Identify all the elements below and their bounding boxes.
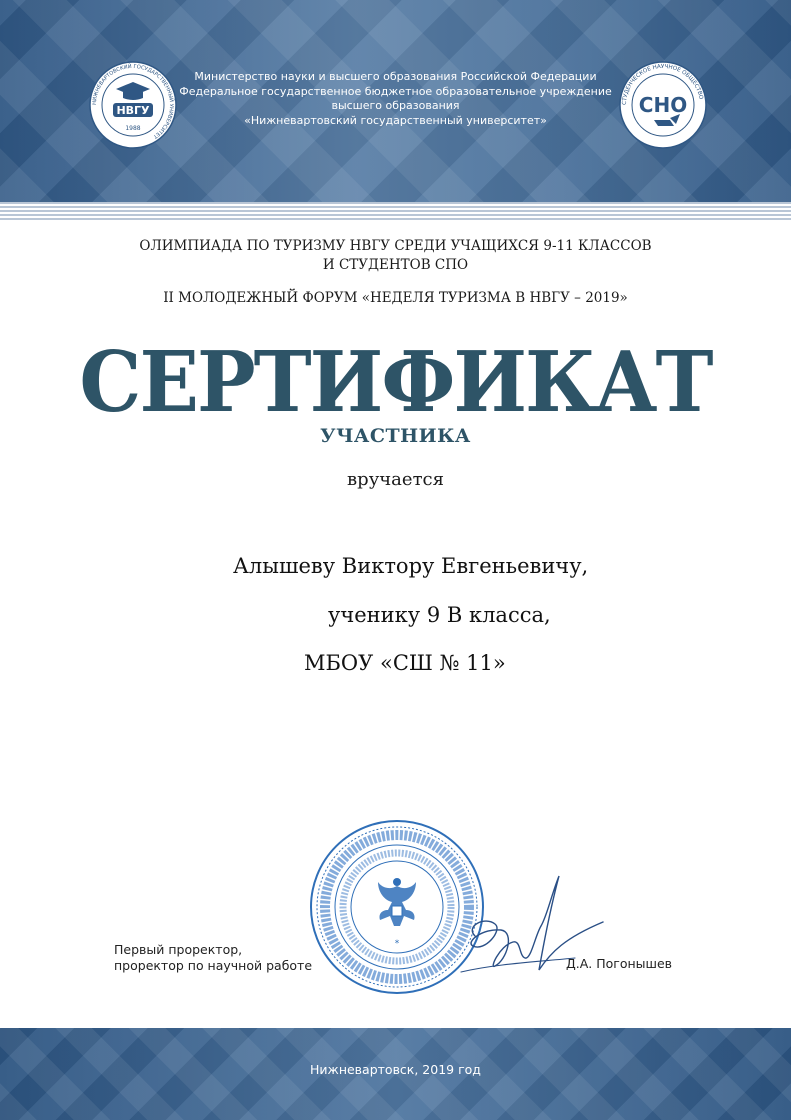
- certificate-title: СЕРТИФИКАТ: [79, 333, 712, 432]
- right-logo-text: СНО: [638, 93, 688, 117]
- header-banner: [0, 0, 791, 202]
- signatory-role-line-2: проректор по научной работе: [114, 958, 313, 973]
- certificate-subtitle: УЧАСТНИКА: [320, 425, 471, 447]
- header-line-4: «Нижневартовский государственный университет»: [244, 113, 547, 127]
- recipient-grade: ученику 9 В класса,: [328, 603, 551, 627]
- left-logo-text: НВГУ: [116, 104, 150, 117]
- student-society-logo: [618, 60, 708, 150]
- event-line-2: И СТУДЕНТОВ СПО: [322, 257, 469, 273]
- eagle-emblem-icon: [378, 878, 416, 926]
- signatory-role: [114, 942, 312, 974]
- ministry-text: [150, 70, 641, 128]
- left-logo-year: 1988: [125, 125, 141, 132]
- header-line-1: Министерство науки и высшего образования Российской Федерации: [194, 70, 597, 83]
- footer-banner: [0, 1028, 791, 1120]
- recipient-name: Алышеву Виктору Евгеньевичу,: [233, 554, 589, 578]
- event-line-1: ОЛИМПИАДА ПО ТУРИЗМУ НВГУ СРЕДИ УЧАЩИХСЯ 9-11 КЛАССОВ: [139, 238, 652, 254]
- footer-text: Нижневартовск, 2019 год: [310, 1062, 481, 1077]
- left-logo-ring-text: НИЖНЕВАРТОВСКИЙ ГОСУДАРСТВЕННЫЙ УНИВЕРСИТЕТ: [91, 63, 175, 140]
- svg-text:*: *: [394, 939, 400, 949]
- recipient-school: МБОУ «СШ № 11»: [304, 651, 506, 675]
- signatory-name: Д.А. Погонышев: [566, 956, 673, 971]
- event-line-3: II МОЛОДЕЖНЫЙ ФОРУМ «НЕДЕЛЯ ТУРИЗМА В НВГУ – 2019»: [163, 290, 628, 306]
- header-line-3: высшего образования: [331, 99, 460, 112]
- right-logo-ring-text: СТУДЕНЧЕСКОЕ НАУЧНОЕ ОБЩЕСТВО: [621, 63, 704, 106]
- header-stripes: [0, 202, 791, 220]
- header-line-2: Федеральное государственное бюджетное образовательное учреждение: [179, 84, 612, 98]
- signatory-role-line-1: Первый проректор,: [114, 942, 243, 957]
- awarded-text: вручается: [347, 469, 444, 490]
